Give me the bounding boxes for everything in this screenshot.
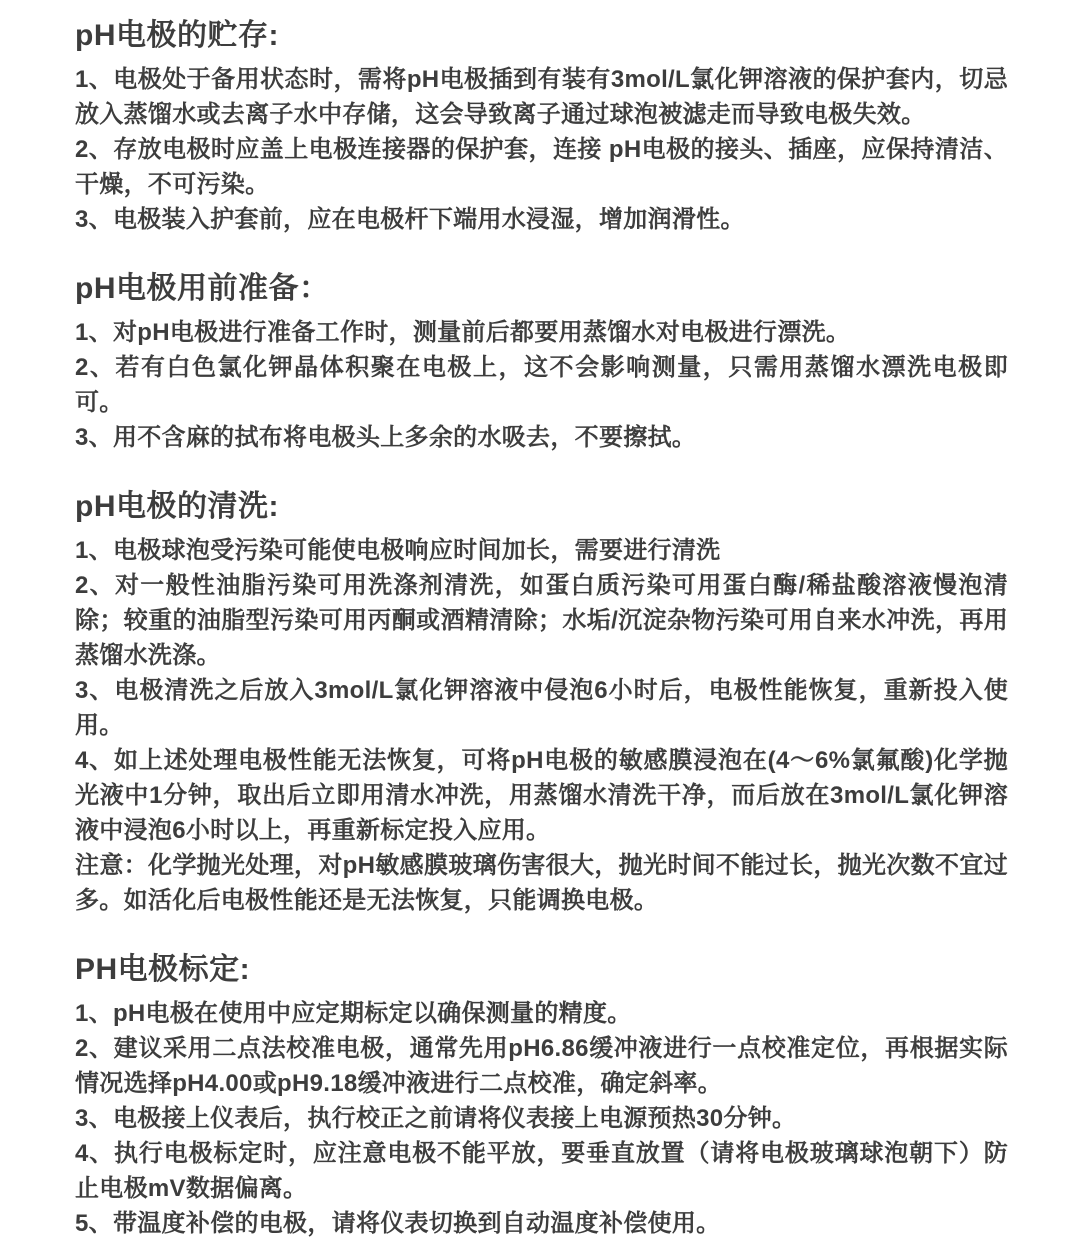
section-preparation-heading: pH电极用前准备：	[75, 272, 330, 305]
cleaning-item-4: 4、如上述处理电极性能无法恢复，可将pH电极的敏感膜浸泡在(4～6%氯氟酸)化学抛光液中1分钟，取出后立即用清水冲洗，用蒸馏水清洗干净，而后放在3mol/L氯化钾溶液中浸泡6小时以上，再重新标定投入应用。	[75, 747, 1008, 844]
calibration-item-1: 1、pH电极在使用中应定期标定以确保测量的精度。	[75, 1000, 632, 1027]
storage-item-1: 1、电极处于备用状态时，需将pH电极插到有装有3mol/L氯化钾溶液的保护套内，切忌放入蒸馏水或去离子水中存储，这会导致离子通过球泡被滤走而导致电极失效。	[75, 66, 1008, 128]
cleaning-item-1: 1、电极球泡受污染可能使电极响应时间加长，需要进行清洗	[75, 537, 721, 564]
section-preparation	[75, 267, 1008, 455]
calibration-item-4: 4、执行电极标定时，应注意电极不能平放，要垂直放置（请将电极玻璃球泡朝下）防止电极mV数据偏离。	[75, 1140, 1008, 1202]
section-cleaning	[75, 485, 1008, 918]
preparation-item-1: 1、对pH电极进行准备工作时，测量前后都要用蒸馏水对电极进行漂洗。	[75, 319, 851, 346]
section-cleaning-heading: pH电极的清洗:	[75, 490, 279, 523]
calibration-item-3: 3、电极接上仪表后，执行校正之前请将仪表接上电源预热30分钟。	[75, 1105, 797, 1132]
cleaning-note: 注意：化学抛光处理，对pH敏感膜玻璃伤害很大，抛光时间不能过长，抛光次数不宜过多。如活化后电极性能还是无法恢复，只能调换电极。	[75, 852, 1008, 914]
preparation-item-2: 2、若有白色氯化钾晶体积聚在电极上，这不会影响测量，只需用蒸馏水漂洗电极即可。	[75, 354, 1008, 416]
calibration-item-2: 2、建议采用二点法校准电极，通常先用pH6.86缓冲液进行一点校准定位，再根据实际情况选择pH4.00或pH9.18缓冲液进行二点校准，确定斜率。	[75, 1035, 1008, 1097]
storage-item-3: 3、电极装入护套前，应在电极杆下端用水浸湿，增加润滑性。	[75, 206, 745, 233]
calibration-item-5: 5、带温度补偿的电极，请将仪表切换到自动温度补偿使用。	[75, 1210, 721, 1237]
storage-item-2: 2、存放电极时应盖上电极连接器的保护套，连接 pH电极的接头、插座，应保持清洁、干燥，不可污染。	[75, 136, 1008, 198]
section-storage-heading: pH电极的贮存:	[75, 19, 279, 52]
cleaning-item-2: 2、对一般性油脂污染可用洗涤剂清洗，如蛋白质污染可用蛋白酶/稀盐酸溶液慢泡清除；较重的油脂型污染可用丙酮或酒精清除；水垢/沉淀杂物污染可用自来水冲洗，再用蒸馏水洗涤。	[75, 572, 1008, 669]
section-calibration	[75, 948, 1008, 1241]
section-storage	[75, 14, 1008, 237]
cleaning-item-3: 3、电极清洗之后放入3mol/L氯化钾溶液中侵泡6小时后，电极性能恢复，重新投入使用。	[75, 677, 1008, 739]
section-calibration-heading: PH电极标定:	[75, 953, 251, 986]
preparation-item-3: 3、用不含麻的拭布将电极头上多余的水吸去，不要擦拭。	[75, 424, 697, 451]
